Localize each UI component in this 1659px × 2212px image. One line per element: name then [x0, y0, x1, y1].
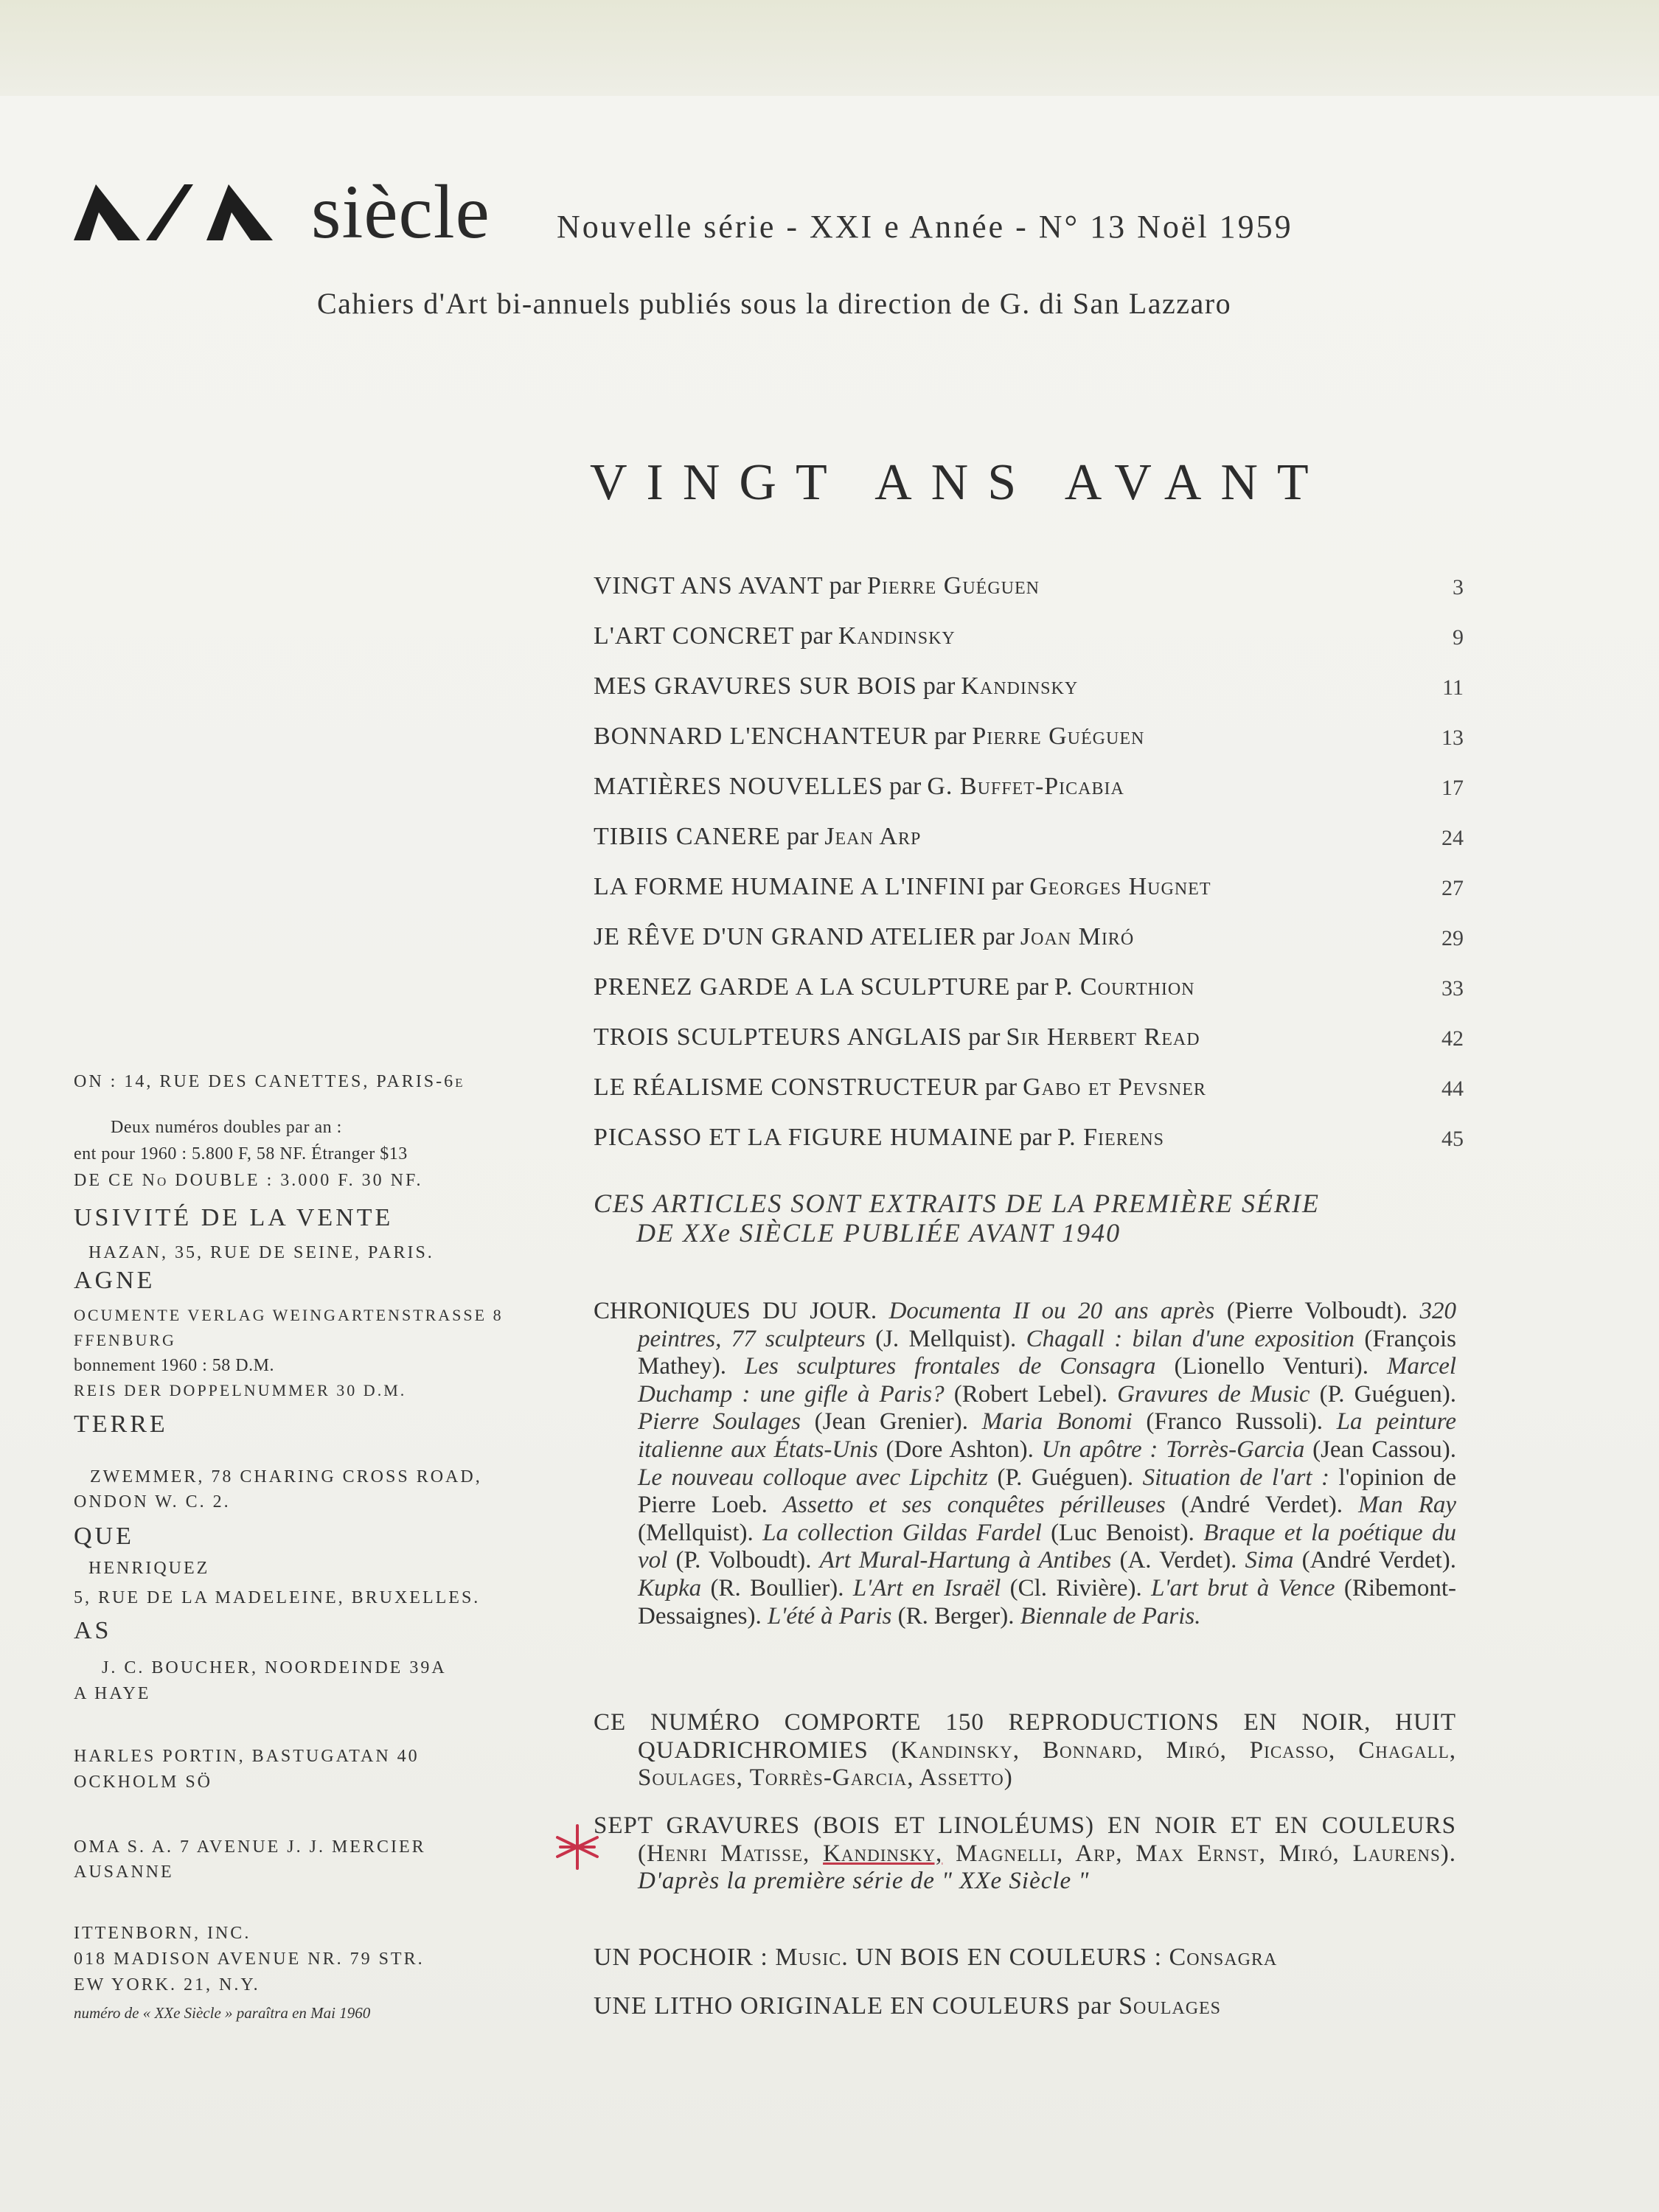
toc-entry-by: par — [991, 873, 1024, 900]
chronique-author: (Franco Russoli). — [1146, 1408, 1323, 1436]
toc-entry-page: 9 — [1453, 625, 1464, 650]
chronique-author: (R. Boullier). — [710, 1574, 844, 1601]
toc-entry-author: Joan Miró — [1020, 923, 1135, 950]
reproductions-artists: (Kandinsky, Bonnard, Miró, Picasso, Chagall, Soulages, Torrès-Garcia, Assetto) — [638, 1736, 1456, 1792]
toc-entry-author: Gabo et Pevsner — [1023, 1074, 1206, 1101]
toc-entry-title: BONNARD L'ENCHANTEUR — [594, 723, 928, 750]
litho-line — [594, 1992, 1464, 2020]
pochoir-line — [594, 1944, 1464, 1972]
chronique-author: (Ribemont-Dessaignes). — [638, 1574, 1456, 1630]
new-york-line: EW YORK. 21, N.Y. — [74, 1975, 260, 1994]
background-top — [0, 0, 1659, 96]
bois-label: UN BOIS EN COULEURS : — [855, 1944, 1163, 1971]
chronique-title: Kupka — [638, 1574, 702, 1601]
toc-entry-title: MATIÈRES NOUVELLES — [594, 773, 883, 800]
toc-entry — [594, 873, 1464, 923]
masthead-subtitle: Cahiers d'Art bi-annuels publiés sous la direction de G. di San Lazzaro — [317, 287, 1232, 320]
abonnement-line: bonnement 1960 : 58 D.M. — [74, 1356, 274, 1375]
chronique-author: (P. Volboudt). — [675, 1547, 812, 1574]
gravures-artists-a: (Henri Matisse, — [638, 1840, 810, 1867]
toc-entry-author: G. Buffet-Picabia — [927, 773, 1124, 800]
toc-entry — [594, 572, 1464, 622]
chroniques-paragraph — [594, 1298, 1456, 1630]
henriquez-line: HENRIQUEZ — [88, 1559, 210, 1578]
chronique-title: La collection Gildas Fardel — [762, 1519, 1042, 1546]
toc-entry-by: par — [888, 773, 922, 800]
toc-entry-page: 13 — [1441, 726, 1464, 750]
toc-entry-title: PICASSO ET LA FIGURE HUMAINE — [594, 1124, 1014, 1151]
xx-logo-icon — [74, 183, 295, 242]
chronique-title: Gravures de Music — [1117, 1380, 1310, 1408]
toc-entry-page: 45 — [1441, 1127, 1464, 1151]
chronique-title: La peinture italienne aux États-Unis — [638, 1408, 1457, 1463]
toc-entry-by: par — [800, 622, 832, 650]
price-line: ent pour 1960 : 5.800 F, 58 NF. Étranger $13 — [74, 1144, 408, 1164]
toc-entry-page: 11 — [1442, 675, 1464, 700]
litho-artist: Soulages — [1119, 1992, 1222, 2020]
chronique-author: (Lionello Venturi). — [1174, 1353, 1369, 1380]
toc-entry — [594, 1074, 1464, 1124]
bois-artist: Consagra — [1169, 1944, 1278, 1971]
litho-label: UNE LITHO ORIGINALE EN COULEURS — [594, 1992, 1071, 2020]
exclusivity-heading: USIVITÉ DE LA VENTE — [74, 1204, 394, 1231]
reproductions-text: CE NUMÉRO COMPORTE 150 REPRODUCTIONS EN NOIR, HUIT QUADRICHROMIES — [594, 1709, 1456, 1764]
toc-entry-page: 3 — [1453, 575, 1464, 599]
london-line: ONDON W. C. 2. — [74, 1492, 231, 1512]
toc-entry-title: VINGT ANS AVANT — [594, 572, 824, 599]
lausanne-line: AUSANNE — [74, 1863, 174, 1882]
germany-heading: AGNE — [74, 1267, 156, 1294]
pochoir-label: UN POCHOIR : — [594, 1944, 768, 1971]
toc-entry-by: par — [786, 823, 819, 850]
wittenborn-line: ITTENBORN, INC. — [74, 1924, 251, 1943]
masthead-title: siècle — [311, 170, 490, 254]
gravures-italic-note: D'après la première série de " XXe Siècle " — [638, 1868, 1090, 1895]
chronique-title: Man Ray — [1358, 1492, 1457, 1519]
toc-entry-title: LA FORME HUMAINE A L'INFINI — [594, 873, 986, 900]
pochoir-artist: Music. — [775, 1944, 849, 1971]
toc-entry-by: par — [1016, 973, 1048, 1001]
chronique-title: Les sculptures frontales de Consagra — [745, 1353, 1156, 1380]
chronique-title: Documenta II ou 20 ans après — [888, 1298, 1215, 1324]
toc-entry-page: 44 — [1441, 1077, 1464, 1101]
stockholm-line: OCKHOLM SÖ — [74, 1773, 213, 1792]
zwemmer-line: ZWEMMER, 78 CHARING CROSS ROAD, — [90, 1467, 482, 1486]
toc-entry-title: L'ART CONCRET — [594, 622, 795, 650]
netherlands-heading: AS — [74, 1617, 112, 1644]
chronique-author: (André Verdet). — [1180, 1492, 1343, 1519]
toc-entry-author: P. Courthion — [1054, 973, 1195, 1001]
chronique-title: Pierre Soulages — [638, 1408, 801, 1436]
toc-entry-by: par — [982, 923, 1015, 950]
toc-entry-page: 17 — [1441, 776, 1464, 800]
toc-entry-by: par — [922, 672, 956, 700]
toc-entry-title: JE RÊVE D'UN GRAND ATELIER — [594, 923, 977, 950]
toc-entry-title: PRENEZ GARDE A LA SCULPTURE — [594, 973, 1011, 1001]
chronique-title: Braque et la poétique du vol — [638, 1519, 1457, 1574]
chronique-title: Chagall : bilan d'une exposition — [1026, 1325, 1355, 1352]
chronique-author: (J. Mellquist). — [875, 1325, 1017, 1352]
preis-line: REIS DER DOPPELNUMMER 30 D.M. — [74, 1381, 407, 1399]
toc-entry — [594, 973, 1464, 1023]
boucher-line: J. C. BOUCHER, NOORDEINDE 39A — [102, 1658, 447, 1677]
chronique-author: (François Mathey). — [638, 1325, 1457, 1380]
page-title: VINGT ANS AVANT — [590, 454, 1328, 511]
chronique-author: (P. Guéguen). — [1319, 1380, 1457, 1408]
chronique-author: (Dore Ashton). — [886, 1436, 1034, 1463]
toc-entry-by: par — [984, 1074, 1018, 1101]
toc-entry — [594, 1124, 1464, 1174]
toc-entry-page: 33 — [1441, 976, 1464, 1001]
chronique-author: (R. Berger). — [897, 1602, 1015, 1630]
chronique-title: Art Mural-Hartung à Antibes — [819, 1547, 1112, 1574]
chronique-author: (Jean Grenier). — [814, 1408, 969, 1436]
toc-entry — [594, 622, 1464, 672]
madison-line: 018 MADISON AVENUE NR. 79 STR. — [74, 1950, 425, 1969]
portin-line: HARLES PORTIN, BASTUGATAN 40 — [74, 1747, 420, 1766]
roma-line: OMA S. A. 7 AVENUE J. J. MERCIER — [74, 1837, 426, 1857]
toc-entry-author: Pierre Guéguen — [972, 723, 1145, 750]
toc-entry-page: 42 — [1441, 1026, 1464, 1051]
chronique-title: Sima — [1245, 1547, 1294, 1574]
hazan-line: HAZAN, 35, RUE DE SEINE, PARIS. — [88, 1243, 434, 1262]
toc-entry-title: MES GRAVURES SUR BOIS — [594, 672, 917, 700]
chronique-author: (Jean Cassou). — [1312, 1436, 1457, 1463]
chronique-title: Le nouveau colloque avec Lipchitz — [638, 1464, 988, 1491]
gravures-artist-marked: Kandinsky, — [823, 1840, 943, 1867]
reproductions-paragraph — [594, 1709, 1456, 1792]
toc-entry-author: Jean Arp — [824, 823, 922, 850]
chronique-author: (Pierre Volboudt). — [1226, 1298, 1408, 1324]
gravures-text: SEPT GRAVURES (BOIS ET LINOLÉUMS) EN NOIR ET EN COULEURS — [594, 1812, 1456, 1839]
chronique-author: (Cl. Rivière). — [1009, 1574, 1142, 1601]
toc-entry — [594, 923, 1464, 973]
toc-entry-title: TROIS SCULPTEURS ANGLAIS — [594, 1023, 963, 1051]
toc-entry-author: P. Fierens — [1057, 1124, 1165, 1151]
chronique-title: Maria Bonomi — [981, 1408, 1133, 1436]
chronique-title: Un apôtre : Torrès-Garcia — [1041, 1436, 1305, 1463]
chroniques-lead: CHRONIQUES DU JOUR. — [594, 1298, 877, 1324]
address-line: ON : 14, RUE DES CANETTES, PARIS-6e — [74, 1072, 465, 1091]
next-issue-note: numéro de « XXe Siècle » paraîtra en Mai 1960 — [74, 2004, 371, 2022]
toc-entry-by: par — [933, 723, 967, 750]
chronique-author: (André Verdet). — [1301, 1547, 1456, 1574]
toc-entry-title: LE RÉALISME CONSTRUCTEUR — [594, 1074, 979, 1101]
toc-entry — [594, 672, 1464, 723]
toc-entry-title: TIBIIS CANERE — [594, 823, 781, 850]
extract-note-line-2: DE XXe SIÈCLE PUBLIÉE AVANT 1940 — [636, 1218, 1121, 1248]
toc-entry-page: 24 — [1441, 826, 1464, 850]
toc-entry-by: par — [968, 1023, 1001, 1051]
extract-note — [594, 1189, 1478, 1248]
chronique-title: Biennale de Paris. — [1020, 1602, 1201, 1630]
toc-entry — [594, 1023, 1464, 1074]
toc-entry-author: Pierre Guéguen — [867, 572, 1040, 599]
toc-entry-page: 27 — [1441, 876, 1464, 900]
toc-entry-by: par — [829, 572, 862, 599]
litho-by: par — [1077, 1992, 1112, 2020]
chronique-author: (P. Guéguen). — [997, 1464, 1134, 1491]
gravures-artists-b: Magnelli, Arp, Max Ernst, Miró, Laurens). — [956, 1840, 1457, 1867]
chronique-title: L'Art en Israël — [852, 1574, 1001, 1601]
chronique-title: 320 peintres, 77 sculpteurs — [638, 1298, 1457, 1352]
chronique-author: l'opinion de Pierre Loeb. — [638, 1464, 1457, 1519]
series-info: Nouvelle série - XXI e Année - N° 13 Noël 1959 — [557, 209, 1293, 245]
toc-entry-page: 29 — [1441, 926, 1464, 950]
chronique-title: L'art brut à Vence — [1151, 1574, 1335, 1601]
chronique-author: (Luc Benoist). — [1051, 1519, 1194, 1546]
offenburg-line: FFENBURG — [74, 1331, 176, 1349]
table-of-contents — [594, 572, 1464, 1174]
chronique-title: L'été à Paris — [767, 1602, 892, 1630]
chronique-author: (Mellquist). — [638, 1519, 754, 1546]
extract-note-line-1: CES ARTICLES SONT EXTRAITS DE LA PREMIÈRE SÉRIE — [594, 1189, 1320, 1218]
toc-entry — [594, 773, 1464, 823]
england-heading: TERRE — [74, 1411, 168, 1438]
chronique-title: Assetto et ses conquêtes périlleuses — [783, 1492, 1166, 1519]
toc-entry — [594, 723, 1464, 773]
la-haye-line: A HAYE — [74, 1684, 151, 1703]
chronique-title: Marcel Duchamp : une gifle à Paris? — [638, 1353, 1457, 1408]
toc-entry-author: Kandinsky — [961, 672, 1079, 700]
gravures-paragraph — [594, 1812, 1456, 1896]
toc-entry-author: Georges Hugnet — [1029, 873, 1211, 900]
double-price-line: DE CE No DOUBLE : 3.000 F. 30 NF. — [74, 1171, 423, 1190]
toc-entry — [594, 823, 1464, 873]
issues-line: Deux numéros doubles par an : — [111, 1118, 342, 1137]
chronique-author: (Robert Lebel). — [953, 1380, 1107, 1408]
chronique-title: Situation de l'art : — [1142, 1464, 1330, 1491]
chronique-author: (A. Verdet). — [1119, 1547, 1237, 1574]
documente-line: OCUMENTE VERLAG WEINGARTENSTRASSE 8 — [74, 1306, 504, 1324]
toc-entry-by: par — [1019, 1124, 1051, 1151]
toc-entry-author: Sir Herbert Read — [1006, 1023, 1200, 1051]
belgium-heading: QUE — [74, 1523, 134, 1550]
toc-entry-author: Kandinsky — [838, 622, 956, 650]
bruxelles-line: 5, RUE DE LA MADELEINE, BRUXELLES. — [74, 1588, 481, 1607]
